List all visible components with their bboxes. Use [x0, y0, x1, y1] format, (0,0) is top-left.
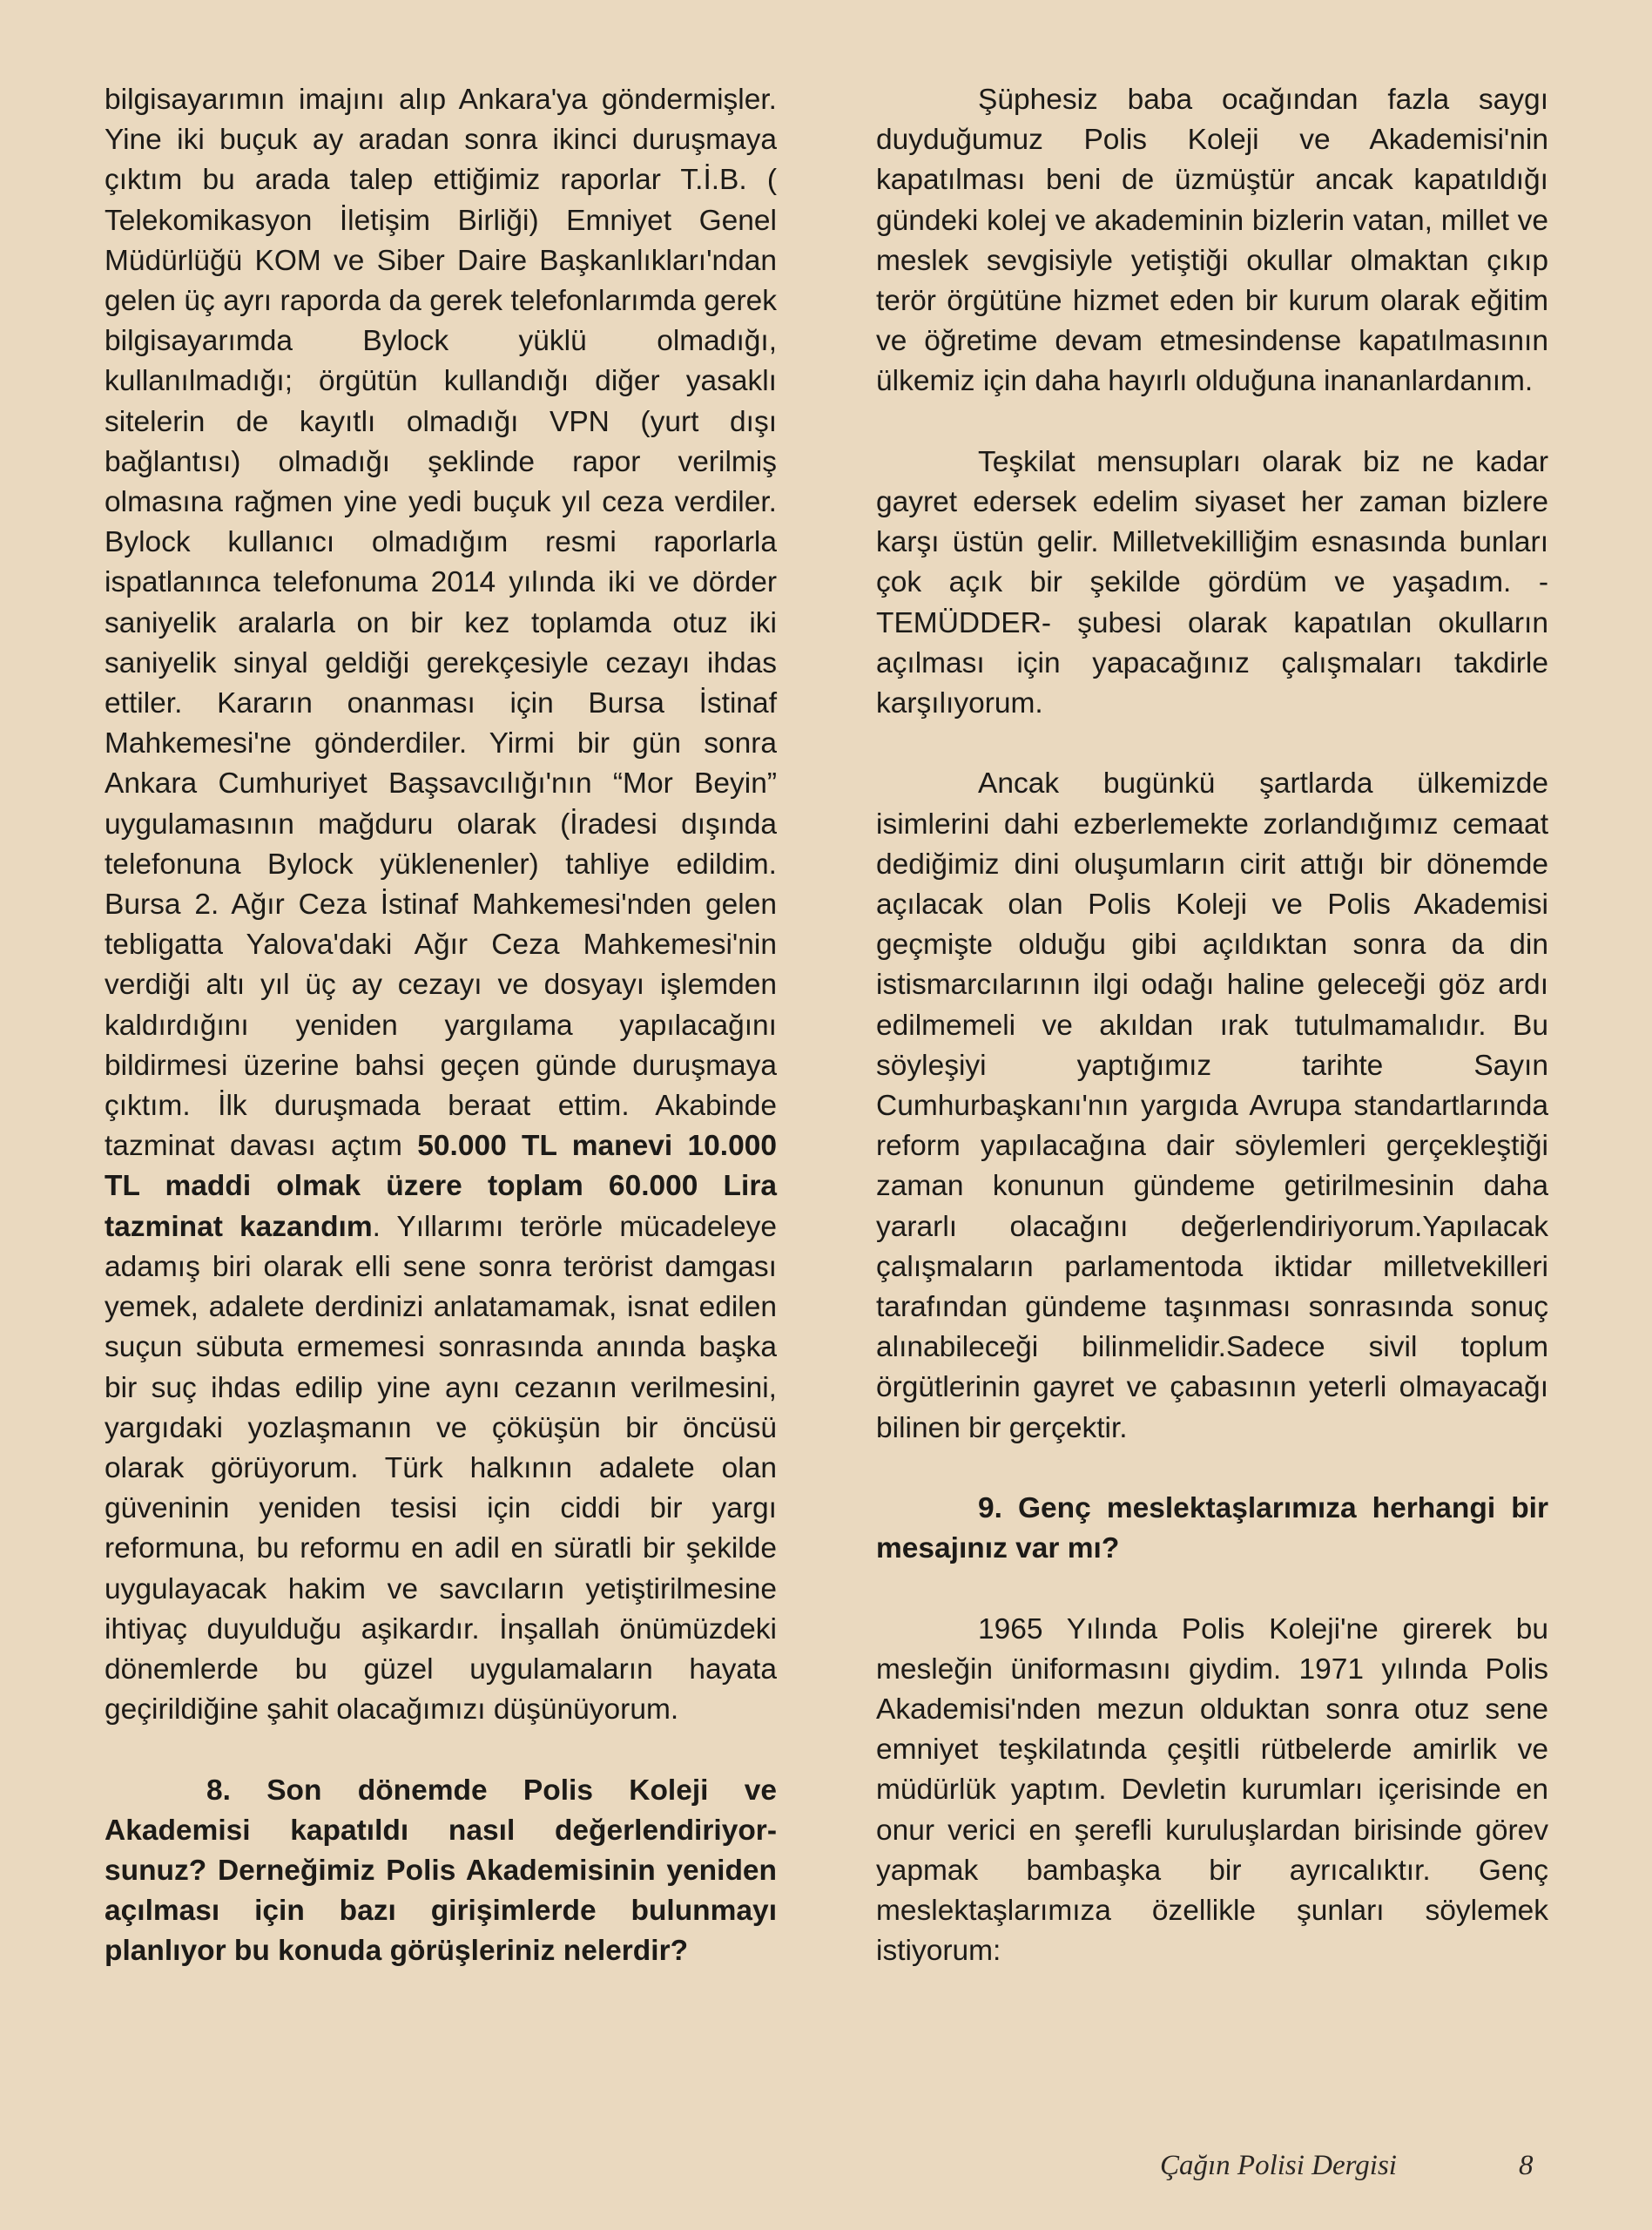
answer-paragraph — [105, 80, 777, 1730]
paragraph-gap — [876, 724, 1548, 764]
paragraph-gap — [876, 402, 1548, 443]
magazine-title: Çağın Polisi Dergisi — [1160, 2150, 1397, 2181]
paragraph-gap — [876, 1449, 1548, 1489]
page-number: 8 — [1519, 2150, 1534, 2181]
answer-text-start: bilgisayarımın imajını alıp Ankara'ya göndermişler. Yine iki buçuk ay aradan sonra ikinci duruşmaya çıktım bu arada talep ettiğimiz raporlar T.İ.B. ( Telekomikasyon İletişim Birliği) Emniyet Genel Müdürlüğü KOM ve Siber Daire Başkanlıkları'ndan gelen üç ayrı raporda da gerek telefonlarımda gerek bilgisayarımda Bylock yüklü olmadığı, kullanılmadığı; örgütün kullandığı diğer yasaklı sitelerin de kayıtlı olmadığı VPN (yurt dışı bağlantısı) olmadığı şeklinde rapor verilmiş olmasına rağmen yine yedi buçuk yıl ceza verdiler. Bylock kullanıcı olmadığım resmi raporlarla ispatlanınca telefonuma 2014 yılında iki ve dörder saniyelik aralarla on bir kez toplamda otuz iki saniyelik sinyal geldiği gerekçesiyle cezayı ihdas ettiler. Kararın onanması için Bursa İstinaf Mahkemesi'ne gönderdiler. Yirmi bir gün sonra Ankara Cumhuriyet Başsavcılığı'nın “Mor Beyin” uygulamasının mağduru olarak (İradesi dışında telefonuna Bylock yüklenenler) tahliye edildim. Bursa 2. Ağır Ceza İstinaf Mahkemesi'nden gelen tebligatta Yalova'daki Ağır Ceza Mahkemesi'nin verdiği altı yıl üç ay cezayı ve dosyayı işlemden kaldırdığını yeniden yargılama yapılacağını bildirmesi üzerine bahsi geçen günde duruşmaya çıktım. İlk duruşmada beraat ettim. Akabinde tazminat davası açtım — [105, 84, 777, 1163]
paragraph-gap — [105, 1730, 777, 1770]
answer-8-paragraph-3: Ancak bugünkü şartlarda ülkemizde isimlerini dahi ezberlemekte zorlandığımız cemaat dediğimiz dini oluşumların cirit attığı bir dönemde açılacak olan Polis Koleji ve Polis Akademisi geçmişte olduğu gibi açıldıktan sonra da din istismarcılarının ilgi odağı haline geleceği göz ardı edilmemeli ve akıldan ırak tutulmamalıdır. Bu söyleşiyi yaptığımız tarihte Sayın Cumhurbaşkanı'nın yargıda Avrupa standartlarında reform yapılacağına dair söylemleri gerçekleştiği zaman konunun gündeme getirilmesinin daha yararlı olacağını değerlendiriyorum.Yapılacak çalışmaların parlamentoda iktidar milletvekilleri tarafından gündeme taşınması sonrasında sonuç alınabileceği bilinmelidir.Sadece sivil toplum örgütlerinin gayret ve çabasının yeterli olmayacağı bilinen bir gerçektir. — [876, 767, 1548, 1444]
left-column — [105, 80, 777, 1972]
right-column — [876, 80, 1548, 1971]
compensation-highlight: 50.000 TL manevi 10.000 TL maddi olmak üzere toplam 60.000 Lira tazminat kazandım — [105, 1130, 777, 1243]
answer-8-paragraph-2: Teşkilat mensupları olarak biz ne kadar gayret edersek edelim siyaset her zaman bizlere karşı üstün gelir. Milletvekilliğim esnasında bunları çok açık bir şekilde gördüm ve yaşadım. - TEMÜDDER- şubesi olarak kapatılan okulların açılması için yapacağınız çalışmaları takdirle karşılıyorum. — [876, 445, 1548, 720]
answer-text-end: . Yıllarımı terörle mücadeleye adamış biri olarak elli sene sonra terörist damgası yemek, adalete derdinizi anlatamamak, isnat edilen suçun sübuta ermemesi sonrasında anında başka bir suç ihdas edilip yine aynı cezanın verilmesini, yargıdaki yozlaşmanın ve çöküşün bir öncüsü olarak görüyorum. Türk halkının adalete olan güveninin yeniden tesisi için ciddi bir yargı reformuna, bu reformu en adil en süratli bir şekilde uygulayacak hakim ve savcıların yetiştirilmesine ihtiyaç duyulduğu aşikardır. İnşallah önümüzdeki dönemlerde bu güzel uygulamaların hayata geçirildiğine şahit olacağımızı düşünüyorum. — [105, 1210, 777, 1727]
question-8: 8. Son dönemde Polis Koleji ve Akademisi kapatıldı nasıl değerlendiriyor-sunuz? Derneğimiz Polis Akademisinin yeniden açılması için bazı girişimlerde bulunmayı planlıyor bu konuda görüşleriniz nelerdir? — [105, 1774, 777, 1968]
answer-9-paragraph: 1965 Yılında Polis Koleji'ne girerek bu mesleğin üniformasını giydim. 1971 yılında Polis Akademisi'nden mezun olduktan sonra otuz sene emniyet teşkilatında çeşitli rütbelerde amirlik ve müdürlük yaptım. Devletin kurumları içerisinde en onur verici en şerefli kuruluşlardan birisinde görev yapmak bambaşka bir ayrıcalıktır. Genç meslektaşlarımıza özellikle şunları söylemek istiyorum: — [876, 1612, 1548, 1968]
question-9: 9. Genç meslektaşlarımıza herhangi bir mesajınız var mı? — [876, 1492, 1548, 1565]
answer-8-paragraph-1: Şüphesiz baba ocağından fazla saygı duyduğumuz Polis Koleji ve Akademisi'nin kapatılması beni de üzmüştür ancak kapatıldığı gündeki kolej ve akademinin bizlerin vatan, millet ve meslek sevgisiyle yetiştiği okullar olmaktan çıkıp terör örgütüne hizmet eden bir kurum olarak eğitim ve öğretime devam etmesindense kapatılmasının ülkemiz için daha hayırlı olduğuna inananlardanım. — [876, 84, 1548, 398]
paragraph-gap — [876, 1569, 1548, 1609]
